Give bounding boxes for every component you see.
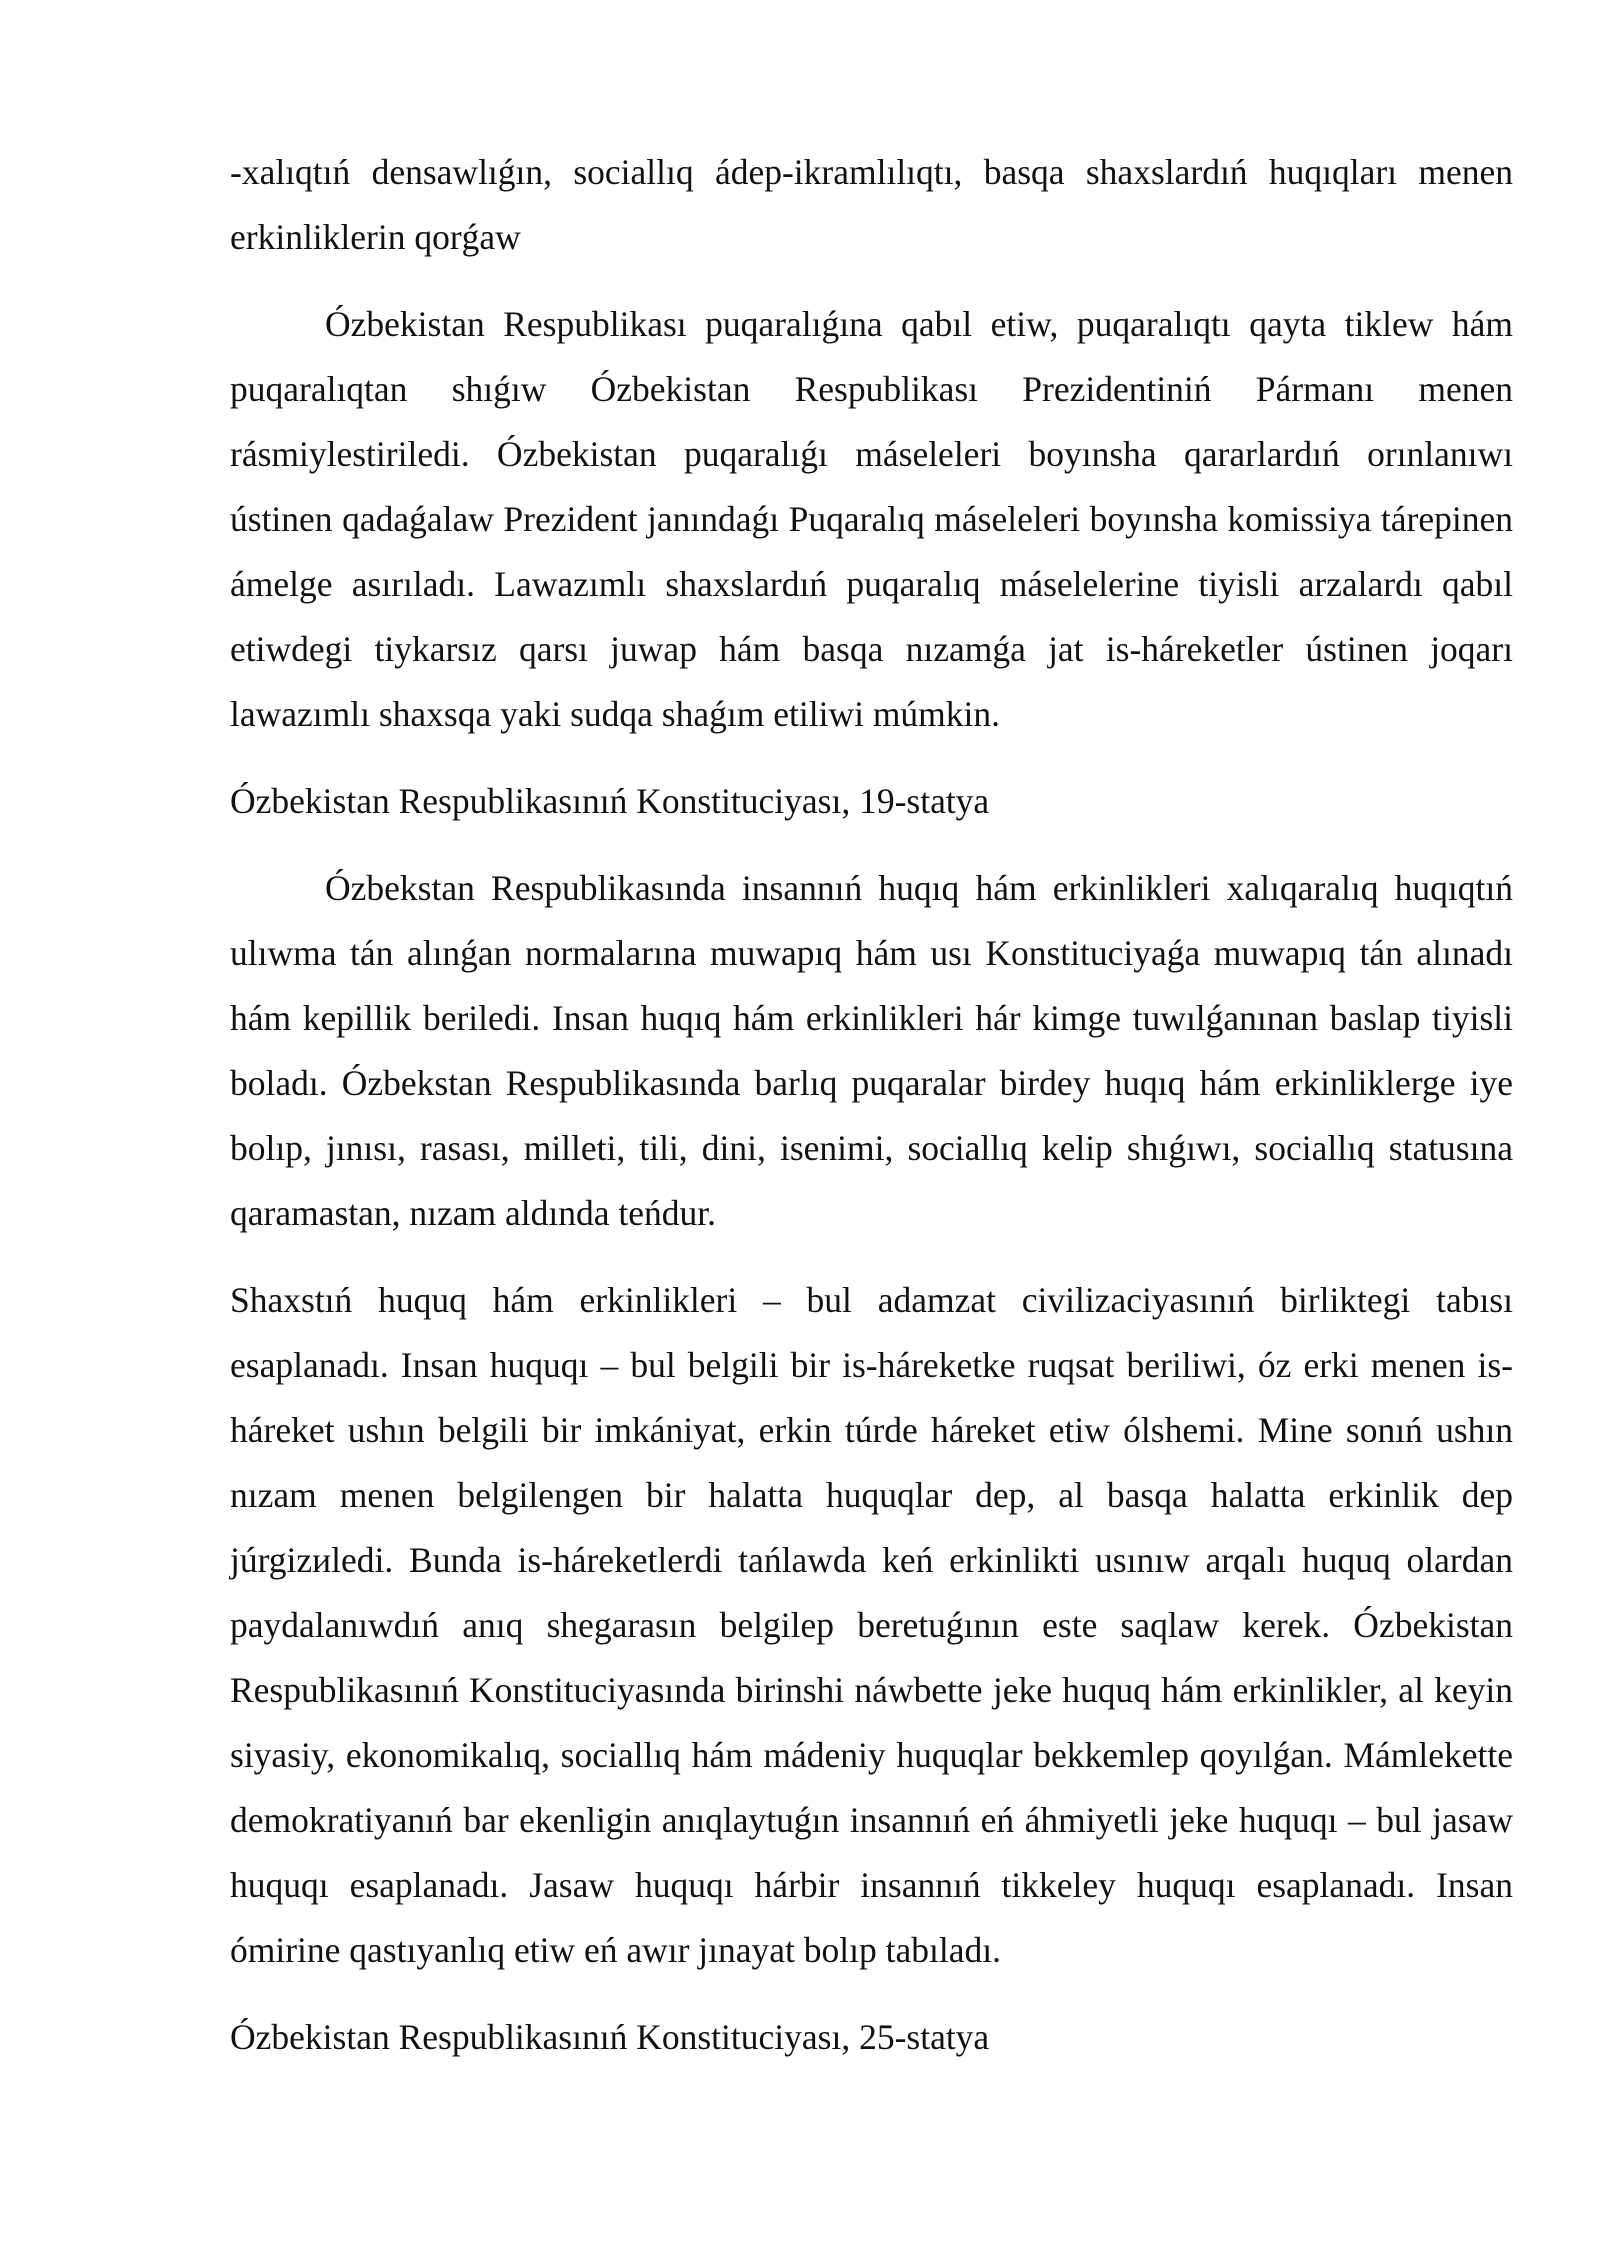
citation-article-19: Ózbekistan Respublikasınıń Konstituciyası, 19-statya xyxy=(230,781,990,821)
paragraph-personal-rights: Shaxstıń huquq hám erkinlikleri – bul adamzat civilizaciyasınıń birliktegi tabısı esaplanadı. Insan huquqı – bul belgili bir is-háreketke ruqsat beriliwi, óz erki menen is-háreket ushın belgili bir imkániyat, erkin túrde háreket etiw ólshemi. Mine sonıń ushın nızam menen belgilengen bir halatta huquqlar dep, al basqa halatta erkinlik dep júrgizиledi. Bunda is-háreketlerdi tańlawda keń erkinlikti usınıw arqalı huquq olardan paydalanıwdıń anıq shegarasın belgilep beretuǵının este saqlaw kerek. Ózbekistan Respublikasınıń Konstituciyasında birinshi náwbette jeke huquq hám erkinlikler, al keyin siyasiy, ekonomikalıq, sociallıq hám mádeniy huquqlar bekkemlep qoyılǵan. Mámlekette demokratiyanıń bar ekenligin anıqlaytuǵın insannıń eń áhmiyetli jeke huquqı – bul jasaw huquqı esaplanadı. Jasaw huquqı hárbir insannıń tikkeley huquqı esaplanadı. Insan ómirine qastıyanlıq etiw eń awır jınayat bolıp tabıladı. xyxy=(230,1280,1513,1970)
paragraph-human-rights: Ózbekstan Respublikasında insannıń huqıq hám erkinlikleri xalıqaralıq huqıqtıń ulıwma tán alınǵan normalarına muwapıq hám usı Konstituciyaǵa muwapıq tán alınadı hám kepillik beriledi. Insan huqıq hám erkinlikleri hár kimge tuwılǵanınan baslap tiyisli boladı. Ózbekstan Respublikasında barlıq puqaralar birdey huqıq hám erkinliklerge iye bolıp, jınısı, rasası, milleti, tili, dini, isenimi, sociallıq kelip shıǵıwı, sociallıq statusına qaramastan, nızam aldında teńdur. xyxy=(230,868,1513,1233)
paragraph-public-health: -xalıqtıń densawlıǵın, sociallıq ádep-ikramlılıqtı, basqa shaxslardıń huqıqları menen erkinliklerin qorǵaw xyxy=(230,152,1513,257)
paragraph-citizenship: Ózbekistan Respublikası puqaralıǵına qabıl etiw, puqaralıqtı qayta tiklew hám puqaralıqtan shıǵıw Ózbekistan Respublikası Prezidentiniń Pármanı menen rásmiylestiriledi. Ózbekistan puqaralıǵı máseleleri boyınsha qararlardıń orınlanıwı ústinen qadaǵalaw Prezident janındaǵı Puqaralıq máseleleri boyınsha komissiya tárepinen ámelge asırıladı. Lawazımlı shaxslardıń puqaralıq máselelerine tiyisli arzalardı qabıl etiwdegi tiykarsız qarsı juwap hám basqa nızamǵa jat is-háreketler ústinen joqarı lawazımlı shaxsqa yaki sudqa shaǵım etiliwi múmkin. xyxy=(230,304,1513,734)
document-page xyxy=(230,140,1513,2070)
citation-article-25: Ózbekistan Respublikasınıń Konstituciyası, 25-statya xyxy=(230,2017,990,2057)
